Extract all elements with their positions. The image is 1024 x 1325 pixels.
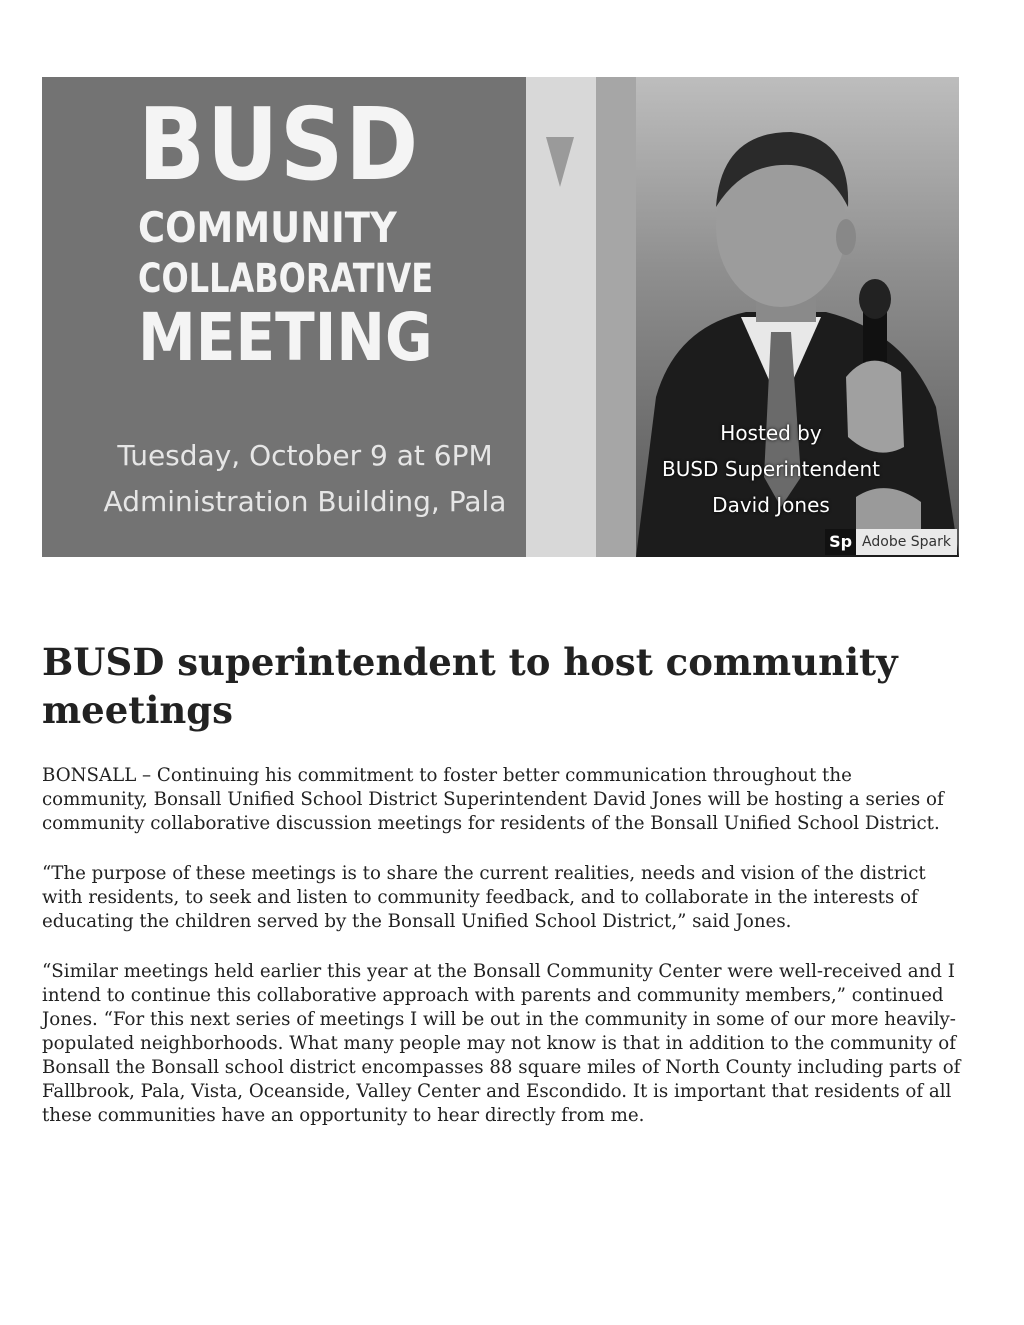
banner-title-collaborative: COLLABORATIVE: [138, 256, 434, 302]
banner-date: Tuesday, October 9 at 6PM: [117, 439, 493, 472]
superintendent-photo: [526, 77, 959, 557]
banner-location: Administration Building, Pala: [103, 485, 507, 518]
host-caption-line2: BUSD Superintendent: [662, 457, 880, 481]
article-paragraph: BONSALL – Continuing his commitment to foster better communication throughout the community, Bonsall Unified School District Superintendent David Jones will be hosting a series of community collaborative discussion meetings for residents of the Bonsall Unified School District.: [42, 765, 944, 834]
article-paragraph: “The purpose of these meetings is to share the current realities, needs and vision of the district with residents, to seek and listen to community feedback, and to collaborate in the interests of educating the children served by the Bonsall Unified School District,” said Jones.: [42, 863, 926, 932]
adobe-spark-label: Adobe Spark: [862, 534, 951, 550]
host-caption-line3: David Jones: [712, 493, 830, 517]
adobe-spark-badge: [825, 529, 957, 555]
banner-title: [138, 86, 498, 376]
article-headline: BUSD superintendent to host community meetings: [42, 640, 898, 732]
article-body: [42, 764, 962, 1154]
banner-event-details: [90, 433, 520, 525]
article-paragraph: “Similar meetings held earlier this year at the Bonsall Community Center were well-received and I intend to continue this collaborative approach with parents and community members,” continued Jones. “For this next series of meetings I will be out in the community in some of our more heavily-populated neighborhoods. What many people may not know is that in addition to the community of Bonsall the Bonsall school district encompasses 88 square miles of North County including parts of Fallbrook, Pala, Vista, Oceanside, Valley Center and Escondido. It is important that residents of all these communities have an opportunity to hear directly from me.: [42, 961, 961, 1126]
banner-title-busd: BUSD: [138, 86, 420, 203]
event-banner: [42, 77, 959, 557]
host-caption: [606, 415, 936, 523]
adobe-spark-logo-icon: Sp: [825, 529, 856, 555]
host-caption-line1: Hosted by: [720, 421, 822, 445]
banner-title-community: COMMUNITY: [138, 203, 397, 252]
banner-text-panel: [42, 77, 526, 557]
banner-title-meeting: MEETING: [138, 299, 433, 376]
